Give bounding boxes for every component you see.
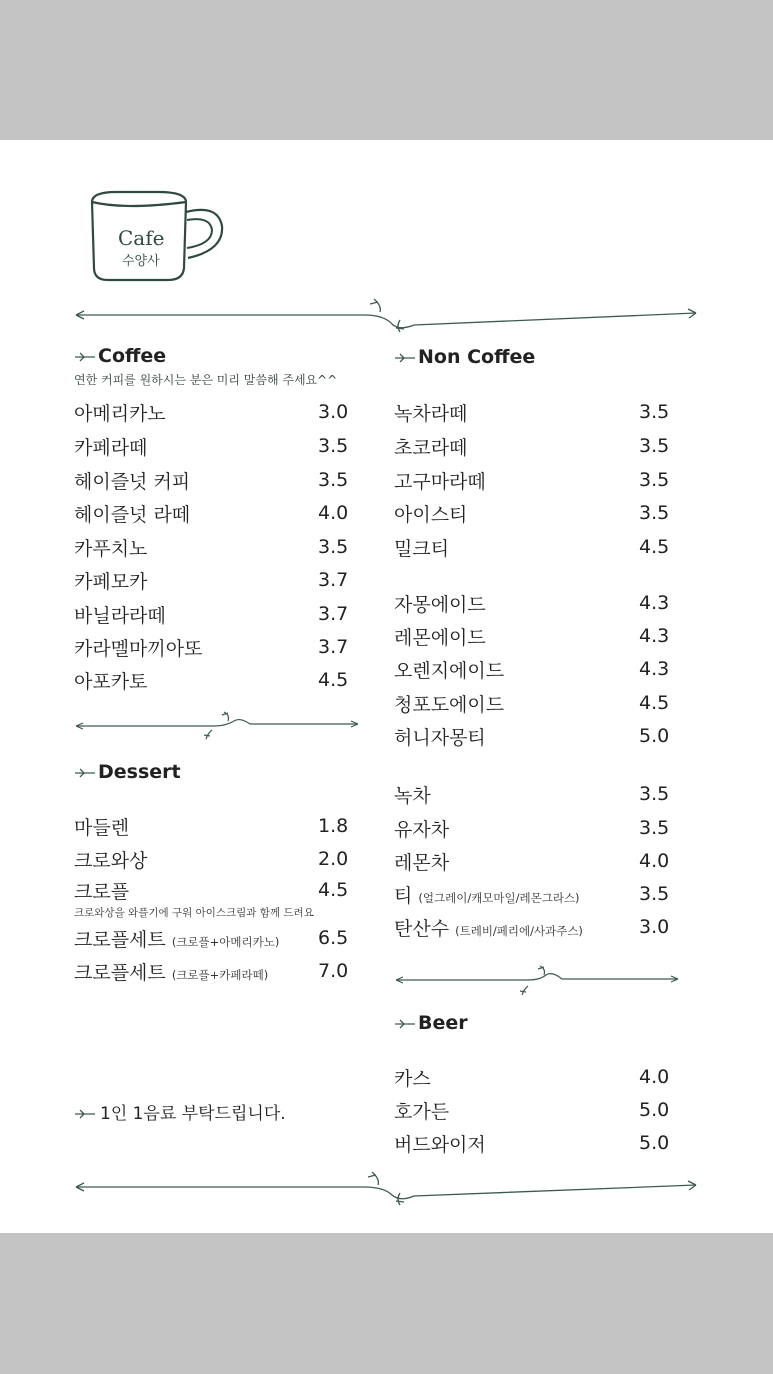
non-coffee-price: 3.5 (639, 502, 670, 524)
dessert-title: Dessert (98, 761, 181, 783)
beer-price: 5.0 (639, 1099, 670, 1121)
item-note: (크로플+아메리카노) (171, 935, 280, 949)
beer-item: 버드와이저 (394, 1134, 486, 1156)
coffee-price: 4.5 (318, 669, 349, 691)
non-coffee-price: 3.5 (639, 469, 670, 491)
non-coffee-price: 3.0 (639, 916, 670, 938)
item-name: 크로플세트 (74, 962, 166, 984)
dessert-item: 크로플 (74, 881, 130, 903)
coffee-subtitle: 연한 커피를 원하시는 분은 미리 말씀해 주세요^^ (74, 373, 338, 387)
coffee-title: Coffee (98, 345, 167, 367)
item-name: 크로플세트 (74, 929, 166, 951)
arrow-icon (394, 1018, 416, 1030)
coffee-item: 아포카토 (74, 671, 148, 693)
brand-subname: 수양사 (122, 254, 160, 269)
dessert-price: 6.5 (318, 927, 349, 949)
top-divider (74, 298, 700, 332)
item-name: 탄산수 (394, 918, 450, 940)
coffee-price: 3.7 (318, 636, 349, 658)
brand-name: Cafe (118, 226, 165, 250)
non-coffee-price: 4.3 (639, 658, 670, 680)
coffee-price: 3.5 (318, 435, 349, 457)
coffee-item: 헤이즐넛 커피 (74, 471, 191, 493)
arrow-icon (394, 352, 416, 364)
non-coffee-price: 4.3 (639, 625, 670, 647)
coffee-item: 헤이즐넛 라떼 (74, 504, 191, 526)
non-coffee-divider (394, 965, 680, 999)
non-coffee-price: 3.5 (639, 783, 670, 805)
non-coffee-title: Non Coffee (418, 346, 536, 368)
coffee-price: 3.0 (318, 401, 349, 423)
non-coffee-price: 3.5 (639, 401, 670, 423)
dessert-item: 크로와상 (74, 850, 148, 872)
coffee-item: 카페모카 (74, 571, 148, 593)
non-coffee-price: 3.5 (639, 883, 670, 905)
non-coffee-item: 레몬에이드 (394, 627, 486, 649)
non-coffee-price: 3.5 (639, 817, 670, 839)
non-coffee-price: 4.5 (639, 692, 670, 714)
coffee-item: 카페라떼 (74, 437, 148, 459)
dessert-price: 1.8 (318, 815, 349, 837)
coffee-item: 아메리카노 (74, 403, 166, 425)
item-name: 티 (394, 885, 413, 907)
coffee-price: 3.7 (318, 603, 349, 625)
dessert-item (74, 925, 279, 952)
non-coffee-item: 녹차 (394, 785, 431, 807)
non-coffee-item (394, 914, 583, 941)
dessert-item: 마들렌 (74, 817, 130, 839)
non-coffee-item: 고구마라떼 (394, 471, 486, 493)
non-coffee-item: 허니자몽티 (394, 727, 486, 749)
coffee-price: 3.5 (318, 469, 349, 491)
notice-text: 1인 1음료 부탁드립니다. (100, 1104, 286, 1124)
arrow-icon (74, 767, 96, 779)
menu-card (0, 140, 773, 1233)
coffee-heading (74, 345, 166, 367)
beer-price: 4.0 (639, 1066, 670, 1088)
coffee-item: 카푸치노 (74, 538, 148, 560)
non-coffee-price: 4.5 (639, 536, 670, 558)
beer-item: 카스 (394, 1068, 431, 1090)
non-coffee-item: 청포도에이드 (394, 694, 505, 716)
non-coffee-item: 레몬차 (394, 852, 450, 874)
non-coffee-item: 밀크티 (394, 538, 450, 560)
coffee-item: 카라멜마끼아또 (74, 638, 203, 660)
non-coffee-price: 4.3 (639, 592, 670, 614)
coffee-price: 3.5 (318, 536, 349, 558)
item-note: (트레비/페리에/사과주스) (455, 924, 583, 938)
non-coffee-price: 3.5 (639, 435, 670, 457)
non-coffee-item: 녹차라떼 (394, 403, 468, 425)
non-coffee-item: 초코라떼 (394, 437, 468, 459)
non-coffee-price: 5.0 (639, 725, 670, 747)
coffee-price: 4.0 (318, 502, 349, 524)
arrow-icon (74, 351, 96, 363)
dessert-item (74, 958, 268, 985)
dessert-price: 2.0 (318, 848, 349, 870)
dessert-description: 크로와상을 와플기에 구워 아이스크림과 함께 드려요 (74, 907, 314, 919)
arrow-icon (74, 1108, 96, 1120)
dessert-heading (74, 761, 181, 783)
notice (74, 1099, 286, 1124)
dessert-price: 7.0 (318, 960, 349, 982)
non-coffee-heading (394, 346, 535, 368)
beer-item: 호가든 (394, 1101, 450, 1123)
non-coffee-item: 오렌지에이드 (394, 660, 505, 682)
coffee-divider (74, 711, 360, 743)
non-coffee-item (394, 881, 580, 908)
non-coffee-item: 아이스티 (394, 504, 468, 526)
non-coffee-item: 유자차 (394, 819, 450, 841)
beer-title: Beer (418, 1012, 468, 1034)
bottom-divider (74, 1170, 700, 1206)
coffee-price: 3.7 (318, 569, 349, 591)
coffee-item: 바닐라라떼 (74, 605, 166, 627)
dessert-price: 4.5 (318, 879, 349, 901)
item-note: (크로플+카페라떼) (171, 968, 269, 982)
cafe-logo (86, 188, 231, 288)
beer-heading (394, 1012, 468, 1034)
item-note: (얼그레이/캐모마일/레몬그라스) (418, 891, 580, 905)
beer-price: 5.0 (639, 1132, 670, 1154)
non-coffee-price: 4.0 (639, 850, 670, 872)
non-coffee-item: 자몽에이드 (394, 594, 486, 616)
